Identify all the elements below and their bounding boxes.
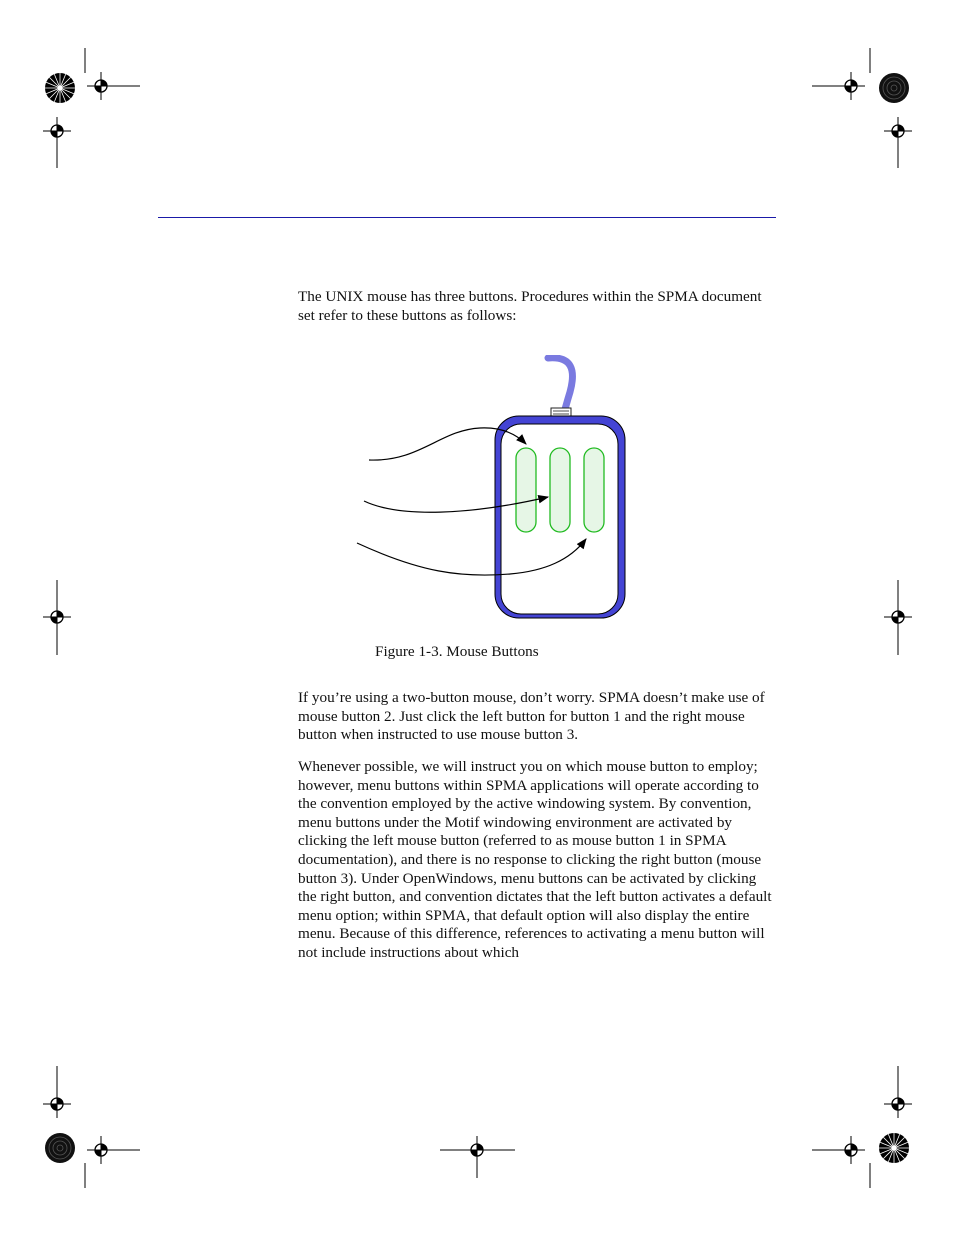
menu-button-paragraph: Whenever possible, we will instruct you on which mouse button to employ; however, menu buttons within SPMA applications will operate according to the convention employed by the active windowing system. By convention, menu buttons under the Motif windowing environment are activated by clicking the left mouse button (referred to as mouse button 1 in SPMA documentation), and there is no response to clicking the right button (mouse button 3). Under OpenWindows, menu buttons can be activated by clicking the right button, and convention dictates that the left button activates a default menu option; within SPMA, that default option will also display the entire menu. Because of this difference, references to activating a menu button will not include instructions about which	[298, 758, 772, 961]
mouse-button-1	[516, 448, 536, 532]
figure-caption: Figure 1-3. Mouse Buttons	[375, 643, 539, 660]
mouse-cord	[548, 358, 572, 412]
mouse-figure	[350, 355, 640, 625]
mouse-button-3	[584, 448, 604, 532]
intro-paragraph: The UNIX mouse has three buttons. Procedures within the SPMA document set refer to these buttons as follows:	[298, 288, 762, 324]
mouse-button-2	[550, 448, 570, 532]
two-button-paragraph: If you’re using a two-button mouse, don’t worry. SPMA doesn’t make use of mouse button 2. Just click the left button for button 1 and the right mouse button when instructed to use mouse button 3.	[298, 689, 765, 744]
header-rule	[158, 217, 776, 218]
